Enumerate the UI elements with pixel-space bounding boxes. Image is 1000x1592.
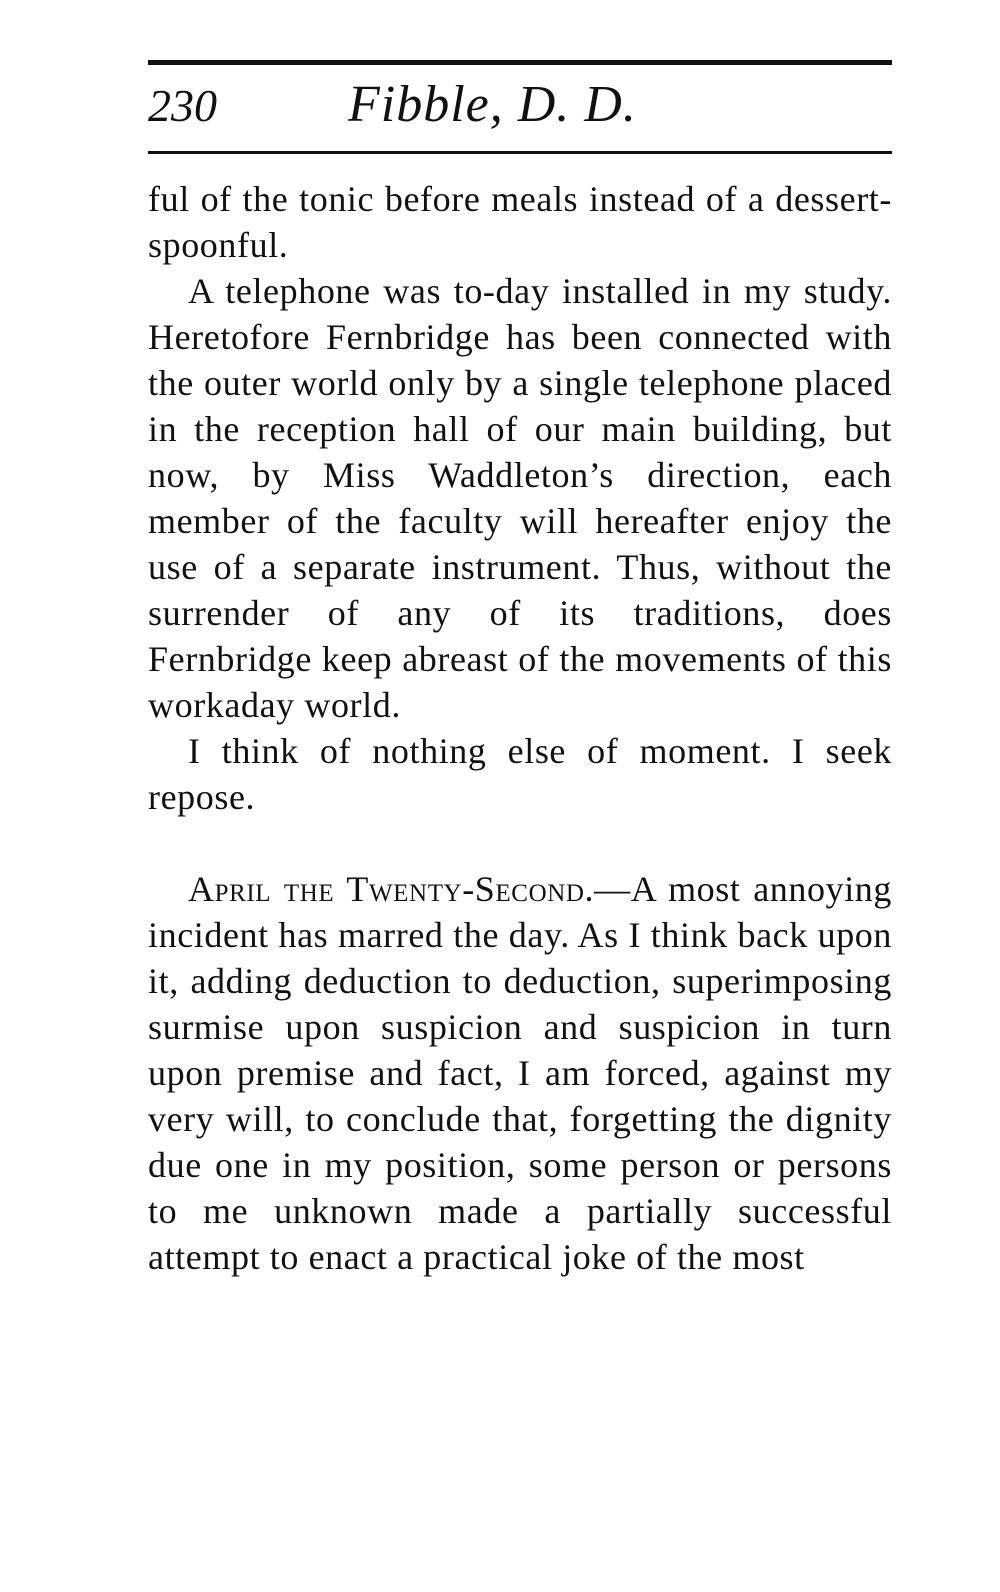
paragraph-repose: I think of nothing else of moment. I seek repose. xyxy=(148,731,892,817)
running-head xyxy=(148,65,892,151)
entry-date-heading: April the Twenty-Second. xyxy=(188,869,595,909)
page-number: 230 xyxy=(148,80,217,131)
paragraph-telephone: A telephone was to-day installed in my study. Heretofore Fernbridge has been connected with the outer world only by a single telephone placed in the reception hall of our main building, but now, by Miss Waddleton’s direction, each member of the faculty will hereafter enjoy the use of a separate instrument. Thus, without the surrender of any of its traditions, does Fernbridge keep abreast of the movements of this workaday world. xyxy=(148,271,892,725)
paragraph-continued: ful of the tonic before meals instead of a dessert-spoonful. xyxy=(148,179,892,265)
header-bottom-rule xyxy=(148,151,892,154)
body-text xyxy=(148,176,892,1280)
running-title: Fibble, D. D. xyxy=(348,76,637,133)
section-break xyxy=(148,820,892,866)
entry-text: —A most annoying incident has marred the day. As I think back upon it, adding deduction to deduction, superimposing surmise upon suspicion and suspicion in turn upon premise and fact, I am forced, against my very will, to conclude that, forgetting the dignity due one in my position, some person or persons to me unknown made a partially successful attempt to enact a practical joke of the most xyxy=(148,869,893,1277)
book-page xyxy=(148,60,892,1280)
diary-entry xyxy=(148,866,892,1280)
